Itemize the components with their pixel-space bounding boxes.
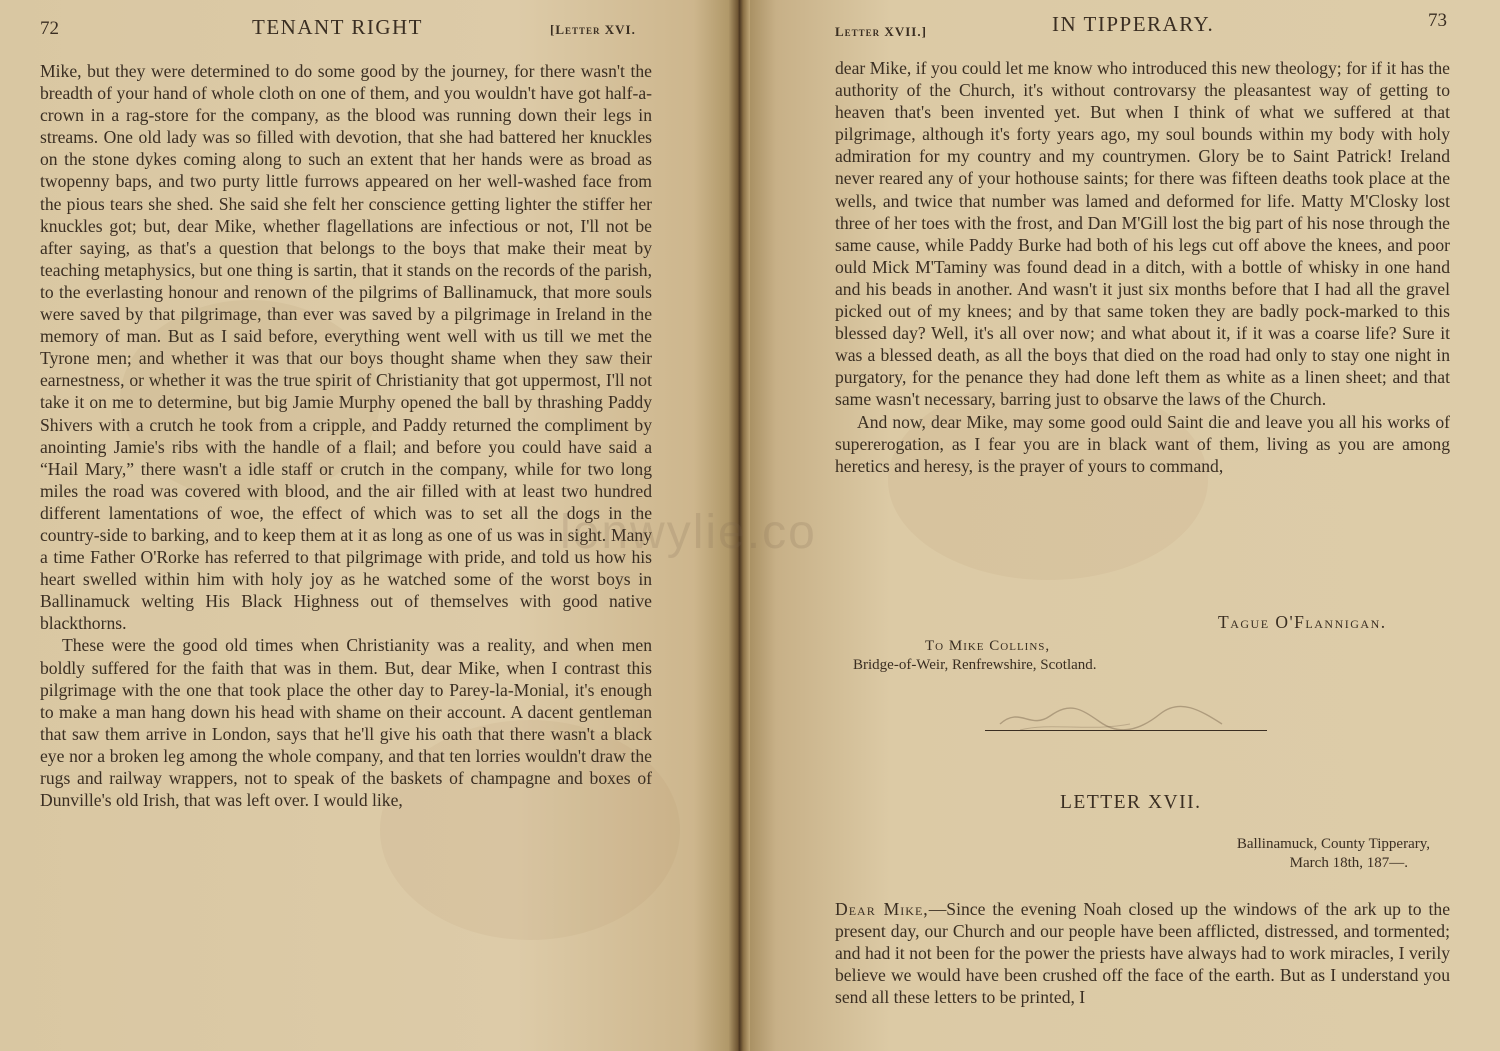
- running-title-left: TENANT RIGHT: [252, 15, 424, 39]
- address-place: Bridge-of-Weir, Renfrewshire, Scotland.: [853, 657, 1097, 673]
- dateline-date: March 18th, 187—.: [1289, 855, 1408, 871]
- left-text-column: [40, 60, 652, 811]
- address-to: To Mike Collins,: [925, 638, 1051, 654]
- running-letter-right: Letter XVII.]: [835, 24, 927, 39]
- watermark: lonwylie.co: [560, 506, 817, 559]
- right-text-column: [835, 57, 1450, 477]
- right-paragraph-1: dear Mike, if you could let me know who introduced this new theology; for if it has the authority of the Church, it's without controvarsy the pleasantest way of getting to heaven that's been invented yet. But when I think of what we suffered at that pilgrimage, although it's forty years ago, my soul bounds within my body with holy admiration for my country and my countrymen. Glory be to Saint Patrick! Ireland never reared any of your hothouse saints; for there was fifteen deaths took place at the wells, and twice that number was lamed and deformed for life. Matty M'Closky lost three of her toes with the frost, and Dan M'Gill lost the big part of his nose through the same cause, while Paddy Burke had both of his legs cut off above the knees, and poor ould Mick M'Taminy was found dead in a ditch, with a bottle of whisky in one hand and his beads in another. And wasn't it just six months before that I had all the gravel picked out of my knees; and by that same token they are badly pock-marked to this blessed day? Well, it's all over now; and what about it, if it was a coarse life? Sure it was a blessed death, as all the boys that died on the road had only to stay one night in purgatory, for the penance they had done left them as white as a linen sheet; and that same wasn't necessary, barring just to obsarve the laws of the Church.: [835, 58, 1450, 410]
- letter-signature: Tague O'Flannigan.: [1218, 612, 1387, 632]
- running-title-right: IN TIPPERARY.: [1052, 12, 1215, 36]
- running-letter-left: [Letter XVI.: [550, 22, 636, 37]
- dateline-place: Ballinamuck, County Tipperary,: [1236, 836, 1430, 852]
- salutation: Dear Mike,: [835, 898, 929, 919]
- letter-body-text: —Since the evening Noah closed up the windows of the ark up to the present day, our Church and our people have been afflicted, distressed, and tormented; and had it not been for the power the priests have always had to work miracles, I verily believe we would have been crushed off the face of the earth. But as I understand you send all these letters to be printed, I: [835, 898, 1450, 1007]
- letter-body: [835, 880, 1450, 1026]
- recipient-address: [853, 637, 1097, 675]
- left-paragraph-2: These were the good old times when Christianity was a reality, and when men boldly suffered for the faith that was in them. But, dear Mike, when I contrast this pilgrimage with the one that took place the other day to Parey-la-Monial, it's enough to make a man hang down his head with shame on their account. A dacent gentleman that saw them arrive in London, says that he'll give his oath that there wasn't a black eye nor a broken leg among the whole company, and that ten lorries wouldn't draw the rugs and railway wrappers, not to speak of the baskets of champagne and boxes of Dunville's old Irish, that was left over. I would like,: [40, 635, 652, 811]
- left-paragraph-1: Mike, but they were determined to do some good by the journey, for there wasn't the breadth of your hand of whole cloth on one of them, and you wouldn't have got half-a-crown in a rag-store for the company, as the blood was running down their legs in streams. One old lady was so filled with devotion, that she had battered her knuckles on the stone dykes coming along to such an extent that her hands were as broad as twopenny baps, and two purty little furrows appeared on her well-washed face from the pious tears she shed. She said she felt her conscience getting lighter the stiffer her knuckles got; but, dear Mike, whether flagellations are infectious or not, I'll not be after saying, as that's a question that belongs to the boys that make their meat by teaching metaphysics, but one thing is sartin, that it stands on the records of the parish, to the everlasting honour and renown of the pilgrims of Ballinamuck, that more souls were saved by that pilgrimage, than ever was saved by a pilgrimage in Ireland in the memory of man. But as I said before, everything went well with us till we met the Tyrone men; and whether it was that our boys thought shame when they saw their earnestness, or whether it was the true spirit of Christianity that got uppermost, I'll not take it on me to determine, but big Jamie Murphy opened the ball by thrashing Paddy Shivers with a crutch he took from a cripple, and Paddy returned the compliment by anointing Jamie's ribs with the handle of a flail; and before you could have said a “Hail Mary,” there wasn't a idle staff or crutch in the company, while for two long miles the road was covered with blood, and the air filled with at least two hundred different lamentations of woe, the effect of which was to set all the dogs in the country-side to barking, and to keep them at it as long as one of us was in sight. Many a time Father O'Rorke has referred to that pilgrimage with pride, and told us how his heart swelled within him with holy joy as he watched some of the worst boys in Ballinamuck welting His Black Highness out of themselves with good native blackthorns.: [40, 61, 652, 634]
- letter-heading: LETTER XVII.: [1060, 792, 1202, 813]
- dateline: [1150, 835, 1430, 873]
- page-number-right: 73: [1428, 10, 1447, 31]
- section-divider: [985, 730, 1267, 731]
- right-paragraph-2: And now, dear Mike, may some good ould Saint die and leave you all his works of supererogation, as I fear you are in black want of them, living as you are among heretics and heresy, is the prayer of yours to command,: [835, 411, 1450, 476]
- page-number-left: 72: [40, 18, 59, 39]
